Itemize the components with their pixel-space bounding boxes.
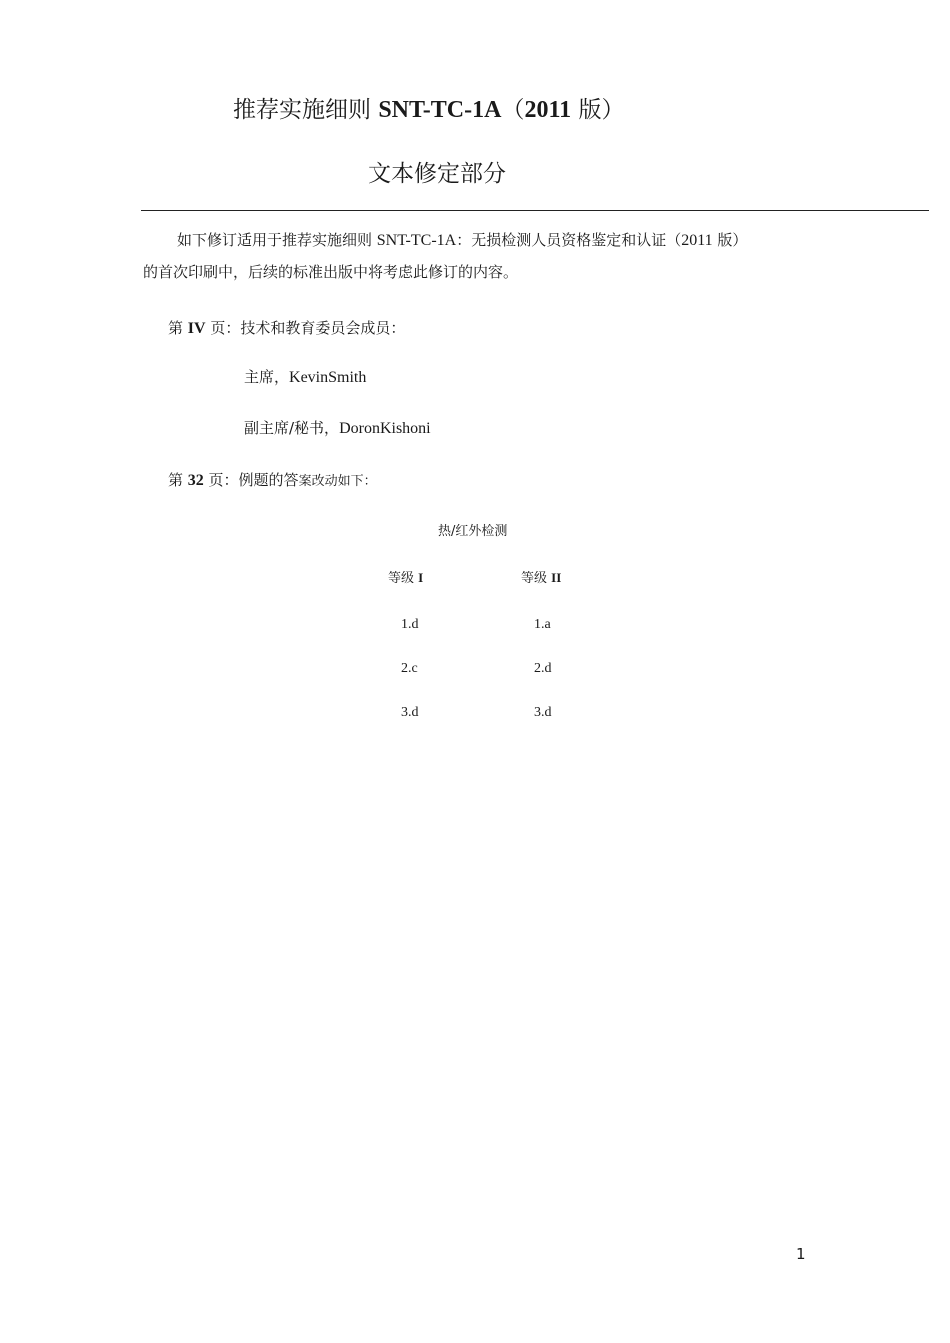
title-divider <box>141 210 929 211</box>
section-iv-heading <box>168 317 405 338</box>
member-chair <box>244 366 366 387</box>
intro-line-2: 的首次印刷中，后续的标准出版中将考虑此修订的内容。 <box>143 263 519 281</box>
title-open-paren: （ <box>501 97 525 123</box>
section-32-post-b: 案改动如下： <box>298 474 377 489</box>
section-iv-pre: 第 <box>168 319 188 337</box>
col-header-label: 等级 <box>388 571 419 586</box>
col-header-level: II <box>551 570 562 585</box>
intro-line-1 <box>177 229 747 250</box>
col-header-level: I <box>418 570 424 585</box>
title-prefix: 推荐实施细则 <box>233 97 379 123</box>
answer-cell: 2.d <box>534 661 552 676</box>
answer-cell: 2.c <box>401 661 418 676</box>
section-32-heading <box>168 469 377 490</box>
section-32-pre: 第 <box>168 471 188 489</box>
intro-text-a: 如下修订适用于推荐实施细则 <box>177 231 377 249</box>
member-role: 主席， <box>244 368 290 386</box>
member-name: KevinSmith <box>289 369 367 386</box>
section-iv-page: IV <box>187 320 206 337</box>
answer-table-title: 热/红外检测 <box>438 524 508 539</box>
intro-year: 2011 <box>681 232 713 249</box>
answer-col-header-level-2 <box>521 567 561 586</box>
answer-cell: 3.d <box>401 705 419 720</box>
section-iv-post: 页：技术和教育委员会成员： <box>205 319 406 337</box>
answer-cell: 1.d <box>401 617 419 632</box>
answer-col-header-level-1 <box>388 567 423 586</box>
answer-cell: 1.a <box>534 617 551 632</box>
col-header-label: 等级 <box>521 571 552 586</box>
answer-cell: 3.d <box>534 705 552 720</box>
member-role: 副主席/秘书， <box>244 419 340 437</box>
page-number: 1 <box>796 1245 806 1263</box>
intro-code: SNT-TC-1A <box>376 232 457 249</box>
title-year: 2011 <box>524 97 572 123</box>
member-name: DoronKishoni <box>339 420 431 437</box>
member-vice-chair <box>244 417 431 438</box>
document-title <box>233 91 624 124</box>
title-suffix: 版） <box>571 97 625 123</box>
title-code: SNT-TC-1A <box>378 97 502 123</box>
document-subtitle: 文本修定部分 <box>368 161 506 187</box>
intro-text-c: 版） <box>712 231 748 249</box>
section-32-post-a: 页：例题的答 <box>203 471 299 489</box>
intro-text-b: ：无损检测人员资格鉴定和认证（ <box>456 231 682 249</box>
section-32-page: 32 <box>187 472 204 489</box>
